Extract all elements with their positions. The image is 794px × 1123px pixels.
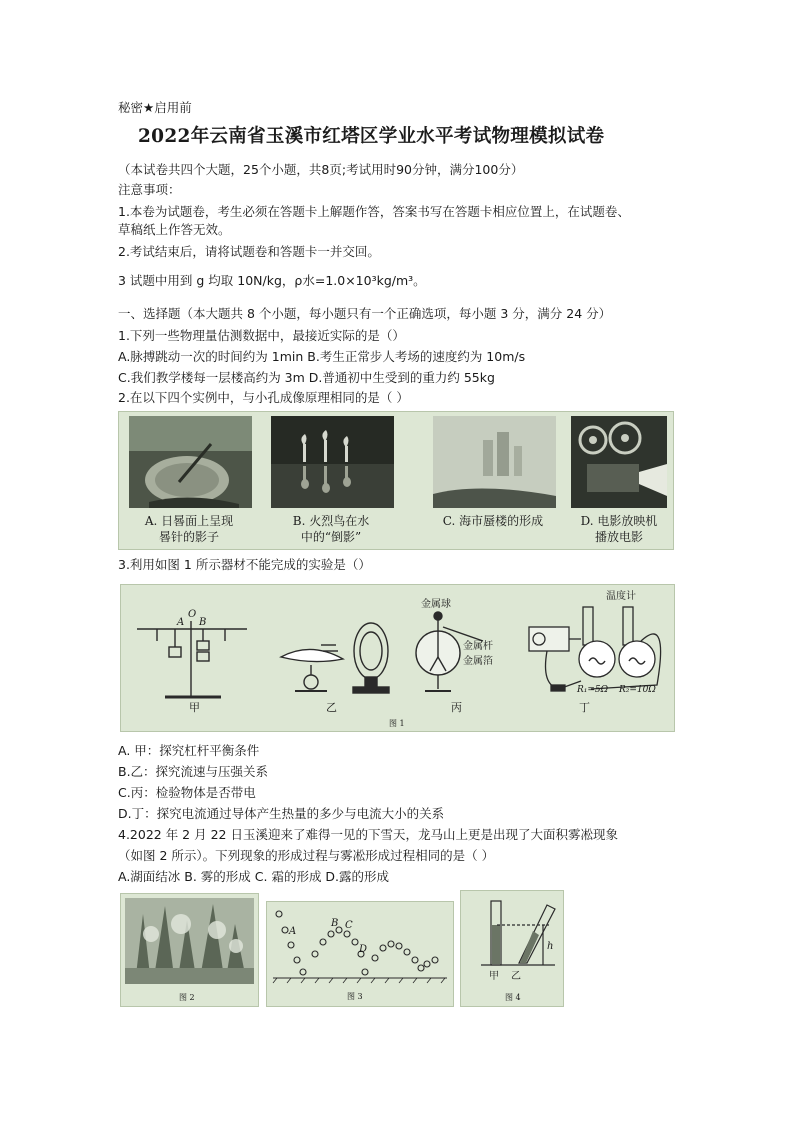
q1-stem: 1.下列一些物理量估测数据中，最接近实际的是（） <box>118 328 405 343</box>
figure-1 <box>120 584 675 732</box>
note-2: 2.考试结束后，请将试题卷和答题卡一并交回。 <box>118 244 380 259</box>
q2-caption-a1: A. 日晷面上呈现 <box>144 514 234 528</box>
q2-caption-a2: 晷针的影子 <box>158 530 220 544</box>
exam-info: （本试卷共四个大题，25个小题，共8页;考试用时90分钟，满分100分） <box>118 162 524 177</box>
q2-caption-b1: B. 火烈鸟在水 <box>292 514 370 528</box>
figure-1-caption: 图 1 <box>389 719 405 728</box>
fig4-label-jia: 甲 <box>489 971 499 982</box>
q3-option-c: C.丙：检验物体是否带电 <box>118 785 256 800</box>
q3-option-a: A. 甲：探究杠杆平衡条件 <box>118 743 260 758</box>
heat-experiment <box>529 607 661 691</box>
label-metal-ball: 金属球 <box>421 599 451 610</box>
q4-line-1: 4.2022 年 2 月 22 日玉溪迎来了难得一见的下雪天，龙马山上更是出现了大面积雾凇现象 <box>118 827 618 842</box>
label-r2: R₂=10Ω <box>619 685 656 695</box>
q2-stem: 2.在以下四个实例中，与小孔成像原理相同的是（ ） <box>118 390 409 405</box>
note-3: 3 试题中用到 g 均取 10N/kg，ρ水=1.0×10³kg/m³。 <box>118 273 426 288</box>
q2-caption-d2: 播放电影 <box>594 530 644 544</box>
q2-caption-d1: D. 电影放映机 <box>580 514 658 528</box>
secret-label: 秘密★启用前 <box>118 100 192 115</box>
figure-2 <box>120 893 259 1007</box>
q3-option-b: B.乙：探究流速与压强关系 <box>118 764 269 779</box>
mirage-photo <box>433 416 556 508</box>
lever-label-a: A <box>177 617 185 628</box>
figure-3-caption: 图 3 <box>347 992 363 1001</box>
page-title: 2022年云南省玉溪市红塔区学业水平考试物理模拟试卷 <box>138 126 605 147</box>
fig3-label-d: D <box>359 944 368 955</box>
fig1-label-yi: 乙 <box>326 701 337 714</box>
label-r1: R₁=5Ω <box>577 685 609 695</box>
q2-caption-c1: C. 海市蜃楼的形成 <box>442 514 544 528</box>
q4-options: A.湖面结冰 B. 雾的形成 C. 霜的形成 D.露的形成 <box>118 869 390 884</box>
lever-apparatus <box>137 621 247 697</box>
lever-label-o: O <box>188 609 197 620</box>
fig1-label-jia: 甲 <box>189 701 200 714</box>
fig1-label-bing: 丙 <box>451 701 462 714</box>
airflow-apparatus <box>281 623 389 693</box>
label-metal-rod: 金属杆 <box>463 641 493 652</box>
projector-photo <box>571 416 667 508</box>
fig4-label-h: h <box>547 941 554 952</box>
lever-label-b: B <box>199 617 207 628</box>
fig1-label-ding: 丁 <box>579 701 590 714</box>
label-metal-foil: 金属箔 <box>463 656 493 667</box>
figure-4 <box>460 890 564 1007</box>
fig3-label-c: C <box>345 920 353 931</box>
note-1a: 1.本卷为试题卷，考生必须在答题卡上解题作答，答案书写在答题卡相应位置上，在试题卷、 <box>118 204 630 219</box>
fig3-label-b: B <box>331 918 339 929</box>
q2-caption-b2: 中的“倒影” <box>300 530 362 544</box>
q3-option-d: D.丁：探究电流通过导体产生热量的多少与电流大小的关系 <box>118 806 445 821</box>
q4-line-2: （如图 2 所示）。下列现象的形成过程与雾凇形成过程相同的是（ ） <box>118 848 495 863</box>
flamingo-photo <box>271 416 394 508</box>
section-1-heading: 一、选择题（本大题共 8 个小题，每小题只有一个正确选项，每小题 3 分，满分 24 分） <box>118 306 612 321</box>
q3-stem: 3.利用如图 1 所示器材不能完成的实验是（） <box>118 557 371 572</box>
fig4-label-yi: 乙 <box>511 971 521 982</box>
q2-figure <box>118 411 674 550</box>
figure-2-caption: 图 2 <box>179 993 195 1002</box>
q1-options-cd: C.我们教学楼每一层楼高约为 3m D.普通初中生受到的重力约 55kg <box>118 370 495 385</box>
note-1b: 草稿纸上作答无效。 <box>118 222 231 237</box>
figure-3 <box>266 901 454 1007</box>
notes-heading: 注意事项： <box>118 182 181 197</box>
label-thermometer: 温度计 <box>606 591 636 602</box>
figure-4-caption: 图 4 <box>505 993 521 1002</box>
fig3-label-a: A <box>289 926 297 937</box>
sundial-photo <box>129 416 252 508</box>
q1-options-ab: A.脉搏跳动一次的时间约为 1min B.考生正常步人考场的速度约为 10m/s <box>118 349 526 364</box>
